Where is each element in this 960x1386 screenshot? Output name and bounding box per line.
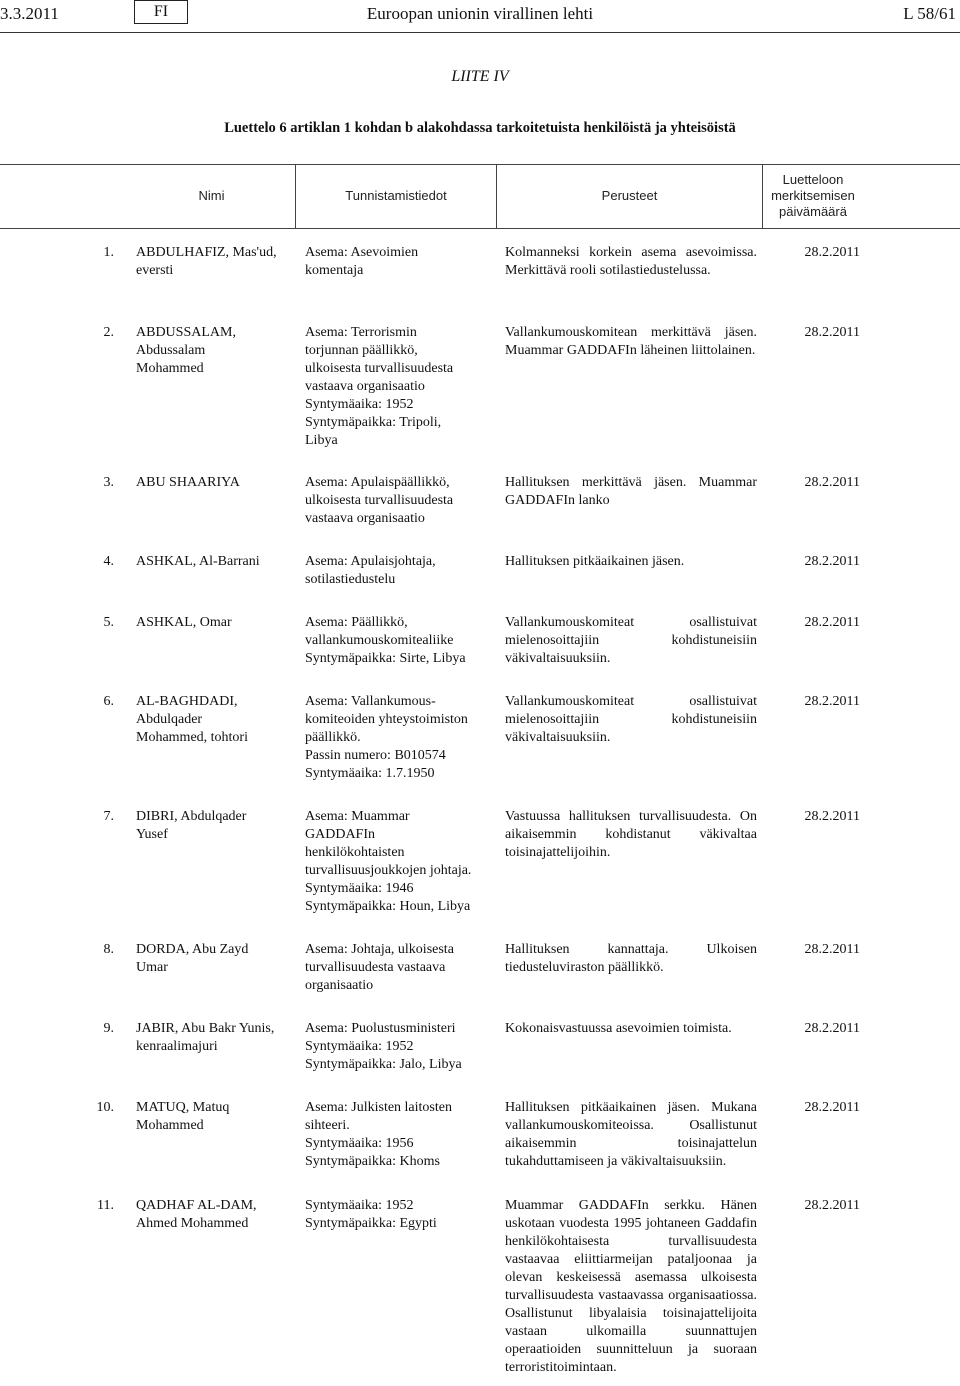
person-name: ABDUSSALAM, Abdussalam Mohammed — [136, 325, 236, 376]
table-header — [0, 164, 960, 228]
row-number: 10. — [96, 1100, 114, 1115]
identity-info: Asema: Puolustusministeri Syntymäaika: 1952 Syntymäpaikka: Jalo, Libya — [305, 1021, 462, 1072]
grounds-text: Vallankumouskomiteat osallistuivat mielenosoittajiin kohdistuneisiin väkivaltaisuuksiin. — [505, 694, 757, 745]
person-name: DIBRI, Abdulqader Yusef — [136, 809, 247, 842]
column-header-grounds: Perusteet — [601, 188, 658, 203]
row-number: 1. — [103, 245, 114, 260]
annex-title: LIITE IV — [451, 68, 509, 85]
grounds-text: Vallankumouskomitean merkittävä jäsen. Muammar GADDAFIn läheinen liittolainen. — [505, 325, 757, 358]
publication-date: 3.3.2011 — [0, 4, 59, 23]
language-code-box: FI — [134, 0, 188, 24]
grounds-text: Hallituksen pitkäaikainen jäsen. Mukana vallankumouskomiteoissa. Osallistunut aikaisemmin toisinajattelun tukahduttamiseen ja väkivaltaisuuksiin. — [505, 1100, 757, 1169]
grounds-text: Muammar GADDAFIn serkku. Hänen uskotaan vuodesta 1995 johtaneen Gaddafin henkilökohtaisesta turvallisuudesta vastaavaa eliittiarmeijan pataljoonaa ja olevan keskeisessä asemassa ulkoisesta turvallisuudesta vastaavassa organisaatiossa. Osallistunut libyalaisia toisinajattelijoita vastaan ulkomailla suunnattujen operaatioiden suunnitteluun ja suoraan terroristitoimintaan. — [505, 1198, 757, 1375]
identity-info: Asema: Julkisten laitosten sihteeri. Syntymäaika: 1956 Syntymäpaikka: Khoms — [305, 1100, 452, 1169]
person-name: DORDA, Abu Zayd Umar — [136, 942, 249, 975]
grounds-text: Vastuussa hallituksen turvallisuudesta. On aikaisemmin kohdistanut väkivaltaa toisinajattelijoihin. — [505, 809, 757, 860]
person-name: JABIR, Abu Bakr Yunis, kenraalimajuri — [136, 1021, 275, 1054]
page-header — [0, 0, 960, 36]
row-number: 6. — [103, 694, 114, 709]
grounds-text: Hallituksen pitkäaikainen jäsen. — [505, 554, 685, 569]
identity-info: Asema: Terrorismin torjunnan päällikkö, ulkoisesta turvallisuudesta vastaava organisaatio Syntymäaika: 1952 Syntymäpaikka: Tripoli, Libya — [305, 325, 454, 448]
person-name: ABU SHAARIYA — [136, 475, 240, 490]
identity-info: Asema: Päällikkö, vallankumouskomitealiike Syntymäpaikka: Sirte, Libya — [305, 615, 466, 666]
identity-info: Asema: Apulaispäällikkö, ulkoisesta turvallisuudesta vastaava organisaatio — [305, 475, 454, 526]
row-number: 4. — [103, 554, 114, 569]
header-rule — [0, 32, 960, 33]
grounds-text: Kolmanneksi korkein asema asevoimissa. Merkittävä rooli sotilastiedustelussa. — [505, 245, 757, 278]
grounds-text: Hallituksen kannattaja. Ulkoisen tiedusteluviraston päällikkö. — [505, 942, 757, 975]
listing-date: 28.2.2011 — [804, 942, 860, 957]
document-heading: Luettelo 6 artiklan 1 kohdan b alakohdassa tarkoitetuista henkilöistä ja yhteisöistä — [224, 120, 736, 136]
identity-info: Syntymäaika: 1952 Syntymäpaikka: Egypti — [305, 1198, 437, 1231]
listing-date: 28.2.2011 — [804, 694, 860, 709]
listing-date: 28.2.2011 — [804, 615, 860, 630]
row-number: 3. — [103, 475, 114, 490]
column-header-name: Nimi — [198, 188, 225, 203]
identity-info: Asema: Apulaisjohtaja, sotilastiedustelu — [305, 554, 436, 587]
row-number: 8. — [103, 942, 114, 957]
row-number: 9. — [103, 1021, 114, 1036]
listing-date: 28.2.2011 — [804, 1198, 860, 1213]
row-number: 7. — [103, 809, 114, 824]
row-number: 11. — [97, 1198, 114, 1213]
listing-date: 28.2.2011 — [804, 325, 860, 340]
row-number: 5. — [103, 615, 114, 630]
journal-title: Euroopan unionin virallinen lehti — [366, 4, 594, 23]
page-number: L 58/61 — [903, 4, 956, 23]
listing-date: 28.2.2011 — [804, 245, 860, 260]
grounds-text: Hallituksen merkittävä jäsen. Muammar GADDAFIn lanko — [505, 475, 757, 508]
identity-info: Asema: Asevoimien komentaja — [305, 245, 419, 278]
listing-date: 28.2.2011 — [804, 554, 860, 569]
table-header-bottom-rule — [0, 228, 960, 229]
person-name: MATUQ, Matuq Mohammed — [136, 1100, 230, 1133]
listing-date: 28.2.2011 — [804, 809, 860, 824]
grounds-text: Kokonaisvastuussa asevoimien toimista. — [505, 1021, 732, 1036]
person-name: AL-BAGHDADI, Abdulqader Mohammed, tohtori — [136, 694, 248, 745]
identity-info: Asema: Vallankumous- komiteoiden yhteystoimiston päällikkö. Passin numero: B010574 Syntymäaika: 1.7.1950 — [305, 694, 468, 781]
identity-info: Asema: Johtaja, ulkoisesta turvallisuudesta vastaava organisaatio — [305, 942, 454, 993]
column-header-identity: Tunnistamistiedot — [345, 188, 447, 203]
listing-date: 28.2.2011 — [804, 1021, 860, 1036]
person-name: QADHAF AL-DAM, Ahmed Mohammed — [136, 1198, 257, 1231]
column-header-listing-date: Luetteloon merkitsemisen päivämäärä — [771, 172, 855, 219]
person-name: ASHKAL, Al-Barrani — [136, 554, 260, 569]
row-number: 2. — [103, 325, 114, 340]
listing-date: 28.2.2011 — [804, 475, 860, 490]
identity-info: Asema: Muammar GADDAFIn henkilökohtaisten turvallisuusjoukkojen johtaja. Syntymäaika: 1946 Syntymäpaikka: Houn, Libya — [305, 809, 472, 914]
listing-date: 28.2.2011 — [804, 1100, 860, 1115]
person-name: ASHKAL, Omar — [136, 615, 232, 630]
person-name: ABDULHAFIZ, Mas'ud, eversti — [136, 245, 277, 278]
grounds-text: Vallankumouskomiteat osallistuivat mielenosoittajiin kohdistuneisiin väkivaltaisuuksiin. — [505, 615, 757, 666]
